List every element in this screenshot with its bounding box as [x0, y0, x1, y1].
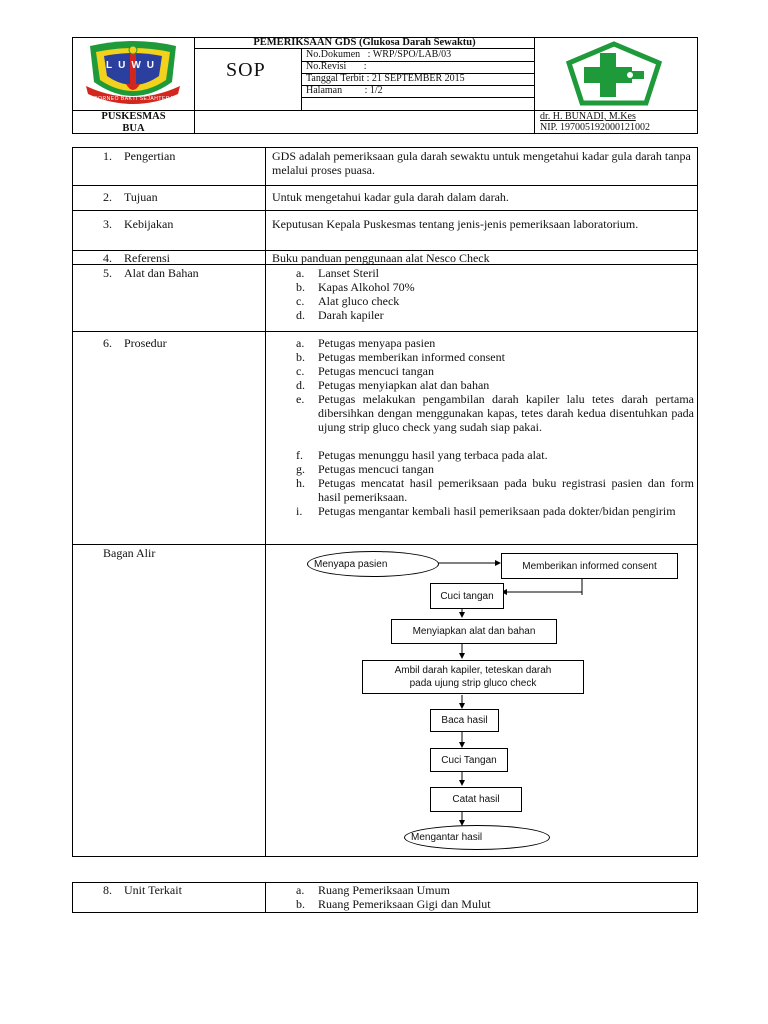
flow-step-box: Cuci Tangan	[430, 748, 508, 772]
signer-name: dr. H. BUNADI, M.Kes	[540, 111, 636, 122]
logo-text: LUWU	[106, 60, 160, 71]
row-number: 1.	[103, 149, 112, 163]
text-referensi: Buku panduan penggunaan alat Nesco Check	[272, 251, 490, 265]
puskesmas-name: PUSKESMAS BUA	[101, 111, 166, 134]
doc-page: Halaman : 1/2	[306, 85, 383, 96]
flow-step-box: Memberikan informed consent	[501, 553, 678, 579]
row-number: 4.	[103, 251, 112, 265]
row-number: 6.	[103, 336, 112, 350]
label-pengertian: Pengertian	[124, 149, 176, 163]
row-number: 3.	[103, 217, 112, 231]
row-number: 2.	[103, 190, 112, 204]
flow-step-box: Catat hasil	[430, 787, 522, 812]
doc-number: No.Dokumen : WRP/SPO/LAB/03	[306, 49, 452, 60]
logo-ribbon-text: BORNEO BAKTI SEJAHTERA	[94, 96, 174, 102]
flow-step-box: Ambil darah kapiler, teteskan darah pada ujung strip gluco check	[362, 660, 584, 694]
label-prosedur: Prosedur	[124, 336, 167, 350]
label-unit-terkait: Unit Terkait	[124, 883, 182, 897]
flow-start-oval: Menyapa pasien	[307, 551, 439, 577]
row-number: 5.	[103, 266, 112, 280]
flow-step-box: Cuci tangan	[430, 583, 504, 609]
label-kebijakan: Kebijakan	[124, 217, 174, 231]
label-referensi: Referensi	[124, 251, 170, 265]
label-bagan-alir: Bagan Alir	[103, 546, 156, 560]
text-tujuan: Untuk mengetahui kadar gula darah dalam darah.	[272, 190, 509, 204]
flow-step-box: Baca hasil	[430, 709, 499, 732]
text-pengertian: GDS adalah pemeriksaan gula darah sewaktu untuk mengetahui kadar gula darah tanpa melalui proses puasa.	[272, 149, 691, 177]
label-alat-bahan: Alat dan Bahan	[124, 266, 199, 280]
document-title: PEMERIKSAAN GDS (Glukosa Darah Sewaktu)	[253, 37, 476, 48]
row-number: 8.	[103, 883, 112, 897]
label-tujuan: Tujuan	[124, 190, 158, 204]
flow-end-oval: Mengantar hasil	[404, 825, 550, 850]
doc-publish-date: Tanggal Terbit : 21 SEPTEMBER 2015	[306, 73, 465, 84]
sop-label: SOP	[226, 59, 266, 81]
signer-nip: NIP. 197005192000121002	[540, 122, 651, 133]
text-kebijakan: Keputusan Kepala Puskesmas tentang jenis-jenis pemeriksaan laboratorium.	[272, 217, 639, 231]
doc-revision: No.Revisi :	[306, 61, 367, 72]
flow-step-box: Menyiapkan alat dan bahan	[391, 619, 557, 644]
puskesmas-logo-icon	[566, 41, 662, 107]
